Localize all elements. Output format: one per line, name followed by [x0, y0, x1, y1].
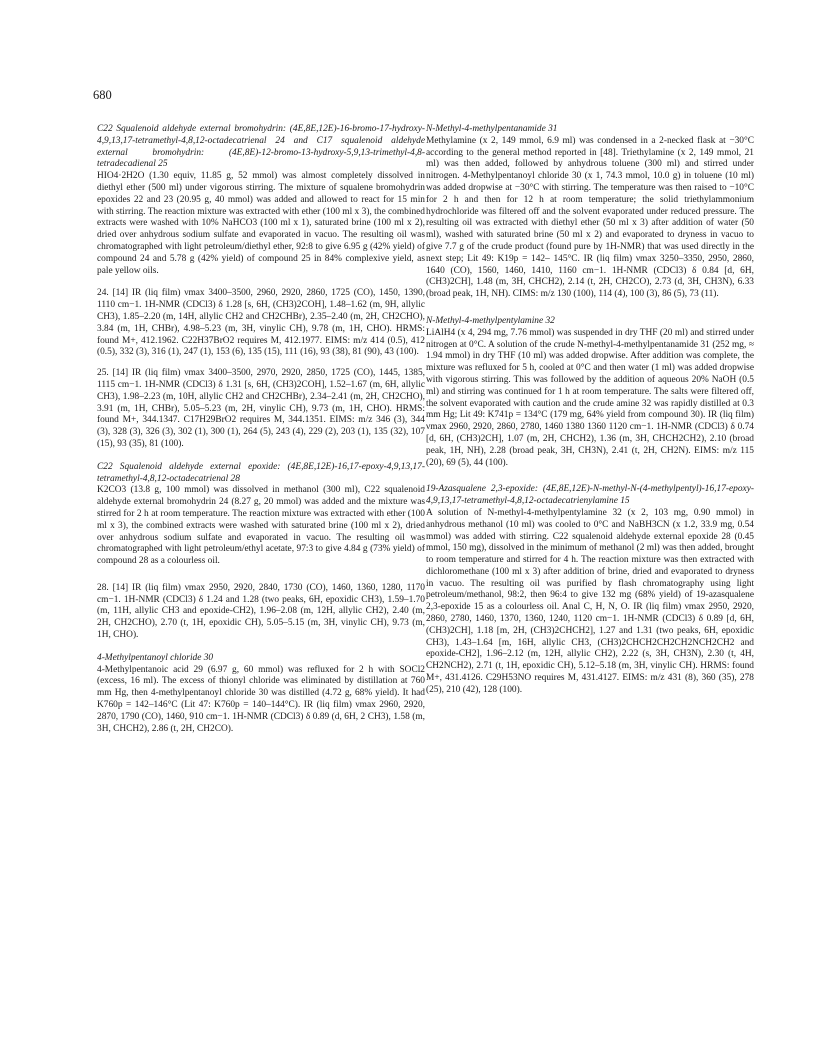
- section-body: A solution of N-methyl-4-methylpentylamine 32 (x 2, 103 mg, 0.90 mmol) in anhydrous methanol (10 ml) was cooled to 0°C and NaBH3CN (x 1.2, 33.9 mg, 0.54 mmol) was added with stirring. C22 squalenoid aldehyde external epoxide 28 (0.45 mmol, 150 mg), dissolved in the minimum of methanol (2 ml) was then added, brought to room temperature and stirred for 4 h. The reaction mixture was then extracted with dichloromethane (100 ml x 3) after addition of brine, dried and evaporated to dryness in vacuo. The resulting oil was purified by flash chromatography using light petroleum/methanol, 98:2, then 96:4 to give 132 mg (68% yield) of 19-azasqualene 2,3-epoxide 15 as a colourless oil. Anal C, H, N, O. IR (liq film) νmax 2950, 2920, 2860, 2780, 1460, 1370, 1360, 1240, 1120 cm−1. 1H-NMR (CDCl3) δ 0.89 [d, 6H, (CH3)2CH], 1.18 [m, 2H, (CH3)2CHCH2], 1.27 and 1.31 (two peaks, 6H, epoxidic CH3), 1.43–1.64 [m, 16H, allylic CH3, (CH3)2CHCH2CH2CH2NCH2CH2 and epoxide-CH2], 1.96–2.12 (m, 12H, allylic CH2), 2.22 (s, 3H, CH3N), 2.30 (t, 4H, CH2NCH2), 2.71 (t, 1H, epoxidic CH), 5.12–5.18 (m, 3H, vinylic CH). HRMS: found M+, 431.4126. C29H53NO requires M, 431.4127. EIMS: m/z 431 (8), 360 (35), 278 (25), 210 (42), 128 (100).: [426, 507, 754, 695]
- right-column: [426, 124, 754, 708]
- section-acyl-chloride: [97, 653, 425, 736]
- left-column: [97, 124, 425, 746]
- section-heading: 4-Methylpentanoyl chloride 30: [97, 652, 214, 663]
- page-number: 680: [93, 88, 112, 102]
- section-body: K2CO3 (13.8 g, 100 mmol) was dissolved in methanol (300 ml), C22 squalenoid aldehyde external bromohydrin 24 (8.27 g, 20 mmol) was added and the mixture was stirred for 2 h at room temperature. The reaction mixture was extracted with ether (100 ml x 3), the combined extracts were washed with saturated brine (100 ml x 2), dried over anhydrous sodium sulfate and evaporated in vacuo. The resulting oil was chromatographed with light petroleum/ethyl acetate, 97:3 to give 4.84 g (73% yield) of compound 28 as a colourless oil.: [97, 485, 425, 567]
- section-azasqualene-epoxide: [426, 484, 754, 696]
- section-heading: N-Methyl-4-methylpentylamine 32: [426, 315, 555, 326]
- section-compound-24-data: [97, 288, 425, 359]
- section-compound-28-data: [97, 583, 425, 642]
- section-body: 4-Methylpentanoic acid 29 (6.97 g, 60 mmol) was refluxed for 2 h with SOCl2 (excess, 16 ml). The excess of thionyl chloride was eliminated by distillation at 760 mm Hg, then 4-methylpentanoyl chloride 30 was distilled (4.72 g, 68% yield). It had K760p = 142–146°C (Lit 47: K760p = 140–144°C). IR (liq film) νmax 2960, 2920, 2870, 1790 (CO), 1460, 910 cm−1. 1H-NMR (CDCl3) δ 0.89 (d, 6H, 2 CH3), 1.58 (m, 3H, CHCH2), 2.86 (t, 2H, CH2CO).: [97, 664, 425, 734]
- section-body: HIO4·2H2O (1.30 equiv, 11.85 g, 52 mmol) was almost completely dissolved in diethyl ether (500 ml) under vigorous stirring. The mixture of squalene bromohydrin epoxides 22 and 23 (20.95 g, 40 mmol) was added and allowed to react for 15 min with stirring. The reaction mixture was extracted with ether (100 ml x 3), the combined extracts were washed with 10% NaHCO3 (100 ml x 1), saturated brine (100 ml x 2), dried over anhydrous sodium sulfate and evaporated in vacuo. The resulting oil was chromatographed with light petroleum/diethyl ether, 92:8 to give 6.95 g (42% yield) of compound 24 and 5.78 g (42% yield) of compound 25 in 84% complexive yield, as pale yellow oils.: [97, 171, 425, 276]
- section-body: 28. [14] IR (liq film) νmax 2950, 2920, 2840, 1730 (CO), 1460, 1360, 1280, 1170 cm−1. 1H-NMR (CDCl3) δ 1.24 and 1.28 (two peaks, 6H, epoxidic CH3), 1.59–1.70 (m, 11H, allylic CH3 and epoxide-CH2), 1.96–2.08 (m, 12H, allylic CH2), 2.40 (m, 2H, CH2CHO), 2.70 (t, 1H, epoxidic CH), 5.05–5.15 (m, 3H, vinylic CH), 9.73 (m, 1H, CHO).: [97, 582, 425, 641]
- section-heading: 19-Azasqualene 2,3-epoxide: (4E,8E,12E)-N-methyl-N-(4-methylpentyl)-16,17-epoxy-4,9,13,17-tetramethyl-4,8,12-octadecatrienylamine 15: [426, 484, 754, 507]
- section-bromohydrin-synthesis: [97, 124, 425, 277]
- section-amide: [426, 124, 754, 301]
- section-amine: [426, 316, 754, 469]
- section-body: LiAlH4 (x 4, 294 mg, 7.76 mmol) was suspended in dry THF (20 ml) and stirred under nitrogen at 0°C. A solution of the crude N-methyl-4-methylpentanamide 31 (252 mg, ≈ 1.94 mmol) in dry THF (10 ml) was added dropwise. After addition was complete, the mixture was refluxed for 5 h, cooled at 0°C and then water (1 ml) was added dropwise with vigorous stirring. This was followed by the addition of aqueous 20% NaOH (0.5 ml) and stirring was continued for 1 h at room temperature. The salts were filtered off, the solvent evaporated with caution and the crude amine 32 was rapidly distilled at 0.3 mm Hg; Lit 49: K741p = 134°C (179 mg, 64% yield from compound 30). IR (liq film) νmax 2960, 2920, 2860, 2780, 1460 1380 1360 1120 cm−1. 1H-NMR (CDCl3) δ 0.74 [d, 6H, (CH3)2CH], 1.07 (m, 2H, CHCH2), 1.36 (m, 3H, CHCH2CH2), 2.10 (broad peak, 1H, NH), 2.28 (broad peak, 3H, CH3N), 2.41 (t, 2H, CH2N). EIMS: m/z 115 (20), 69 (5), 44 (100).: [426, 327, 754, 468]
- section-heading: C22 Squalenoid aldehyde external epoxide: (4E,8E,12E)-16,17-epoxy-4,9,13,17-tetramethyl-4,8,12-octadecatrienal 28: [97, 461, 425, 484]
- section-heading: C22 Squalenoid aldehyde external bromohydrin: (4E,8E,12E)-16-bromo-17-hydroxy-4,9,13,17-tetramethyl-4,8,12-octadecatrienal 24 and C17 squalenoid aldehyde external bromohydrin: (4E,8E)-12-bromo-13-hydroxy-5,9,13-trimethyl-4,8-tetradecadienal 25: [97, 124, 425, 170]
- section-epoxide-synthesis: [97, 462, 425, 568]
- section-body: 25. [14] IR (liq film) νmax 3400–3500, 2970, 2920, 2850, 1725 (CO), 1445, 1385, 1115 cm−1. 1H-NMR (CDCl3) δ 1.31 [s, 6H, (CH3)2COH], 1.52–1.67 (m, 6H, allylic CH3), 1.98–2.23 (m, 10H, allylic CH2 and CH2CHBr), 2.34–2.41 (m, 2H, CH2CHO), 3.91 (m, 1H, CHBr), 5.05–5.23 (m, 2H, vinylic CH), 9.73 (m, 1H, CHO). HRMS: found M+, 344.1347. C17H29BrO2 requires M, 344.1351. EIMS: m/z 346 (3), 344 (3), 328 (3), 326 (3), 302 (1), 300 (1), 264 (5), 243 (4), 229 (2), 203 (1), 135 (32), 107 (15), 93 (35), 81 (100).: [97, 368, 425, 449]
- section-body: 24. [14] IR (liq film) νmax 3400–3500, 2960, 2920, 2860, 1725 (CO), 1450, 1390, 1110 cm−1. 1H-NMR (CDCl3) δ 1.28 [s, 6H, (CH3)2COH], 1.48–1.62 (m, 9H, allylic CH3), 1.85–2.20 (m, 14H, allylic CH2 and CH2CHBr), 2.35–2.40 (m, 2H, CH2CHO), 3.84 (m, 1H, CHBr), 4.98–5.23 (m, 3H, vinylic CH), 9.78 (m, 1H, CHO). HRMS: found M+, 412.1962. C22H37BrO2 requires M, 412.1977. EIMS: m/z 414 (0.5), 412 (0.5), 332 (3), 316 (1), 247 (1), 153 (6), 135 (15), 111 (16), 93 (38), 81 (90), 43 (100).: [97, 288, 425, 358]
- section-body: Methylamine (x 2, 149 mmol, 6.9 ml) was condensed in a 2-necked flask at −30°C according to the general method reported in [48]. Triethylamine (x 2, 149 mmol, 21 ml) was then added, followed by anhydrous toluene (300 ml) and stirred under nitrogen. 4-Methylpentanoyl chloride 30 (x 1, 74.3 mmol, 10.0 g) in toluene (10 ml) was added dropwise at −30°C with stirring. The temperature was then raised to −10°C for 2 h and then for 12 h at room temperature; the solid triethylammonium hydrochloride was filtered off and the solvent evaporated under reduced pressure. The resulting oil was extracted with diethyl ether (50 ml x 3) after addition of water (50 ml), washed with saturated brine (50 ml x 2) and evaporated to dryness in vacuo to give 7.7 g of the crude product (found pure by 1H-NMR) that was used directly in the next step; Lit 49: K19p = 142– 145°C. IR (liq film) νmax 3250–3350, 2950, 2860, 1640 (CO), 1560, 1460, 1410, 1160 cm−1. 1H-NMR (CDCl3) δ 0.84 [d, 6H, (CH3)2CH], 1.48 (m, 3H, CHCH2), 2.14 (t, 2H, CH2CO), 2.73 (d, 3H, CH3N), 6.33 (broad peak, 1H, NH). CIMS: m/z 130 (100), 114 (4), 100 (3), 86 (5), 73 (11).: [426, 135, 754, 300]
- section-compound-25-data: [97, 368, 425, 451]
- section-heading: N-Methyl-4-methylpentanamide 31: [426, 124, 558, 134]
